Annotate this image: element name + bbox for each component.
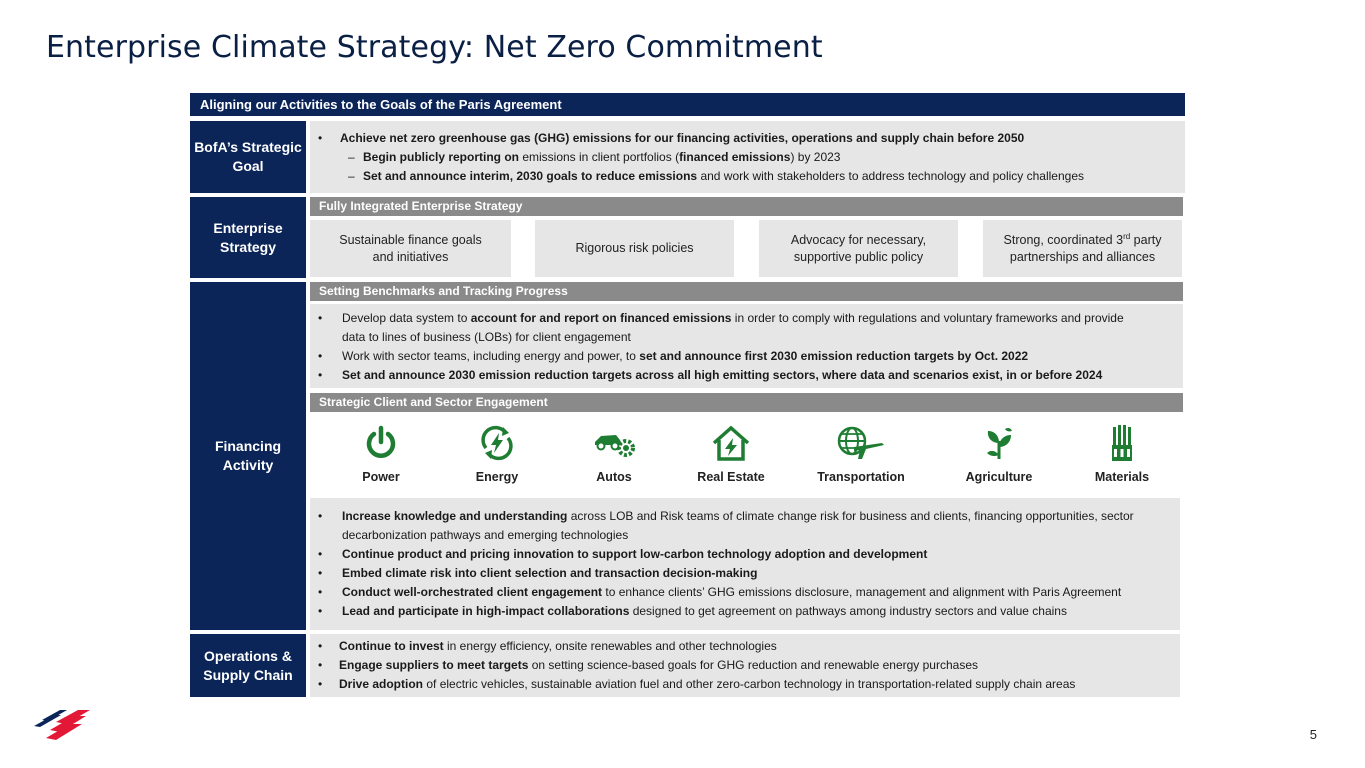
operations-panel: [310, 634, 1180, 697]
benchmarks-panel: [310, 304, 1183, 388]
ops-2-text: on setting science-based goals for GHG reduction and renewable energy purchases: [528, 658, 978, 672]
ops-bullet-2: [310, 656, 1180, 675]
financing-activity-label: Financing Activity: [190, 282, 306, 630]
engagement-2-bold: Continue product and pricing innovation to support low-carbon technology adoption and development: [342, 547, 928, 561]
engagement-bullet-1: [310, 507, 1180, 545]
strategy-box-3-text: Advocacy for necessary, supportive public policy: [790, 232, 927, 264]
goal-bullets: [310, 129, 1185, 186]
materials-icon: [1106, 423, 1138, 463]
goal-sub2-bold: Set and announce interim, 2030 goals to reduce emissions: [363, 169, 698, 183]
transportation-icon: [836, 423, 886, 463]
goal-sub1-bold2: financed emissions: [679, 150, 791, 164]
strategy-box-public-policy: [759, 220, 958, 277]
goal-sub-bullet-2: [340, 167, 1185, 186]
engagement-header: Strategic Client and Sector Engagement: [310, 393, 1183, 412]
paris-agreement-banner: Aligning our Activities to the Goals of the Paris Agreement: [190, 93, 1185, 116]
engagement-4-text: to enhance clients’ GHG emissions disclosure, management and alignment with Paris Agreement: [602, 585, 1122, 599]
operations-supply-chain-label: Operations & Supply Chain: [190, 634, 306, 697]
engagement-1-bold: Increase knowledge and understanding: [342, 509, 568, 523]
flag-logo-icon: [34, 704, 104, 744]
ops-1-bold: Continue to invest: [339, 639, 444, 653]
sector-label-autos: Autos: [596, 470, 632, 484]
benchmark-1-bold: account for and report on financed emissions: [470, 311, 732, 325]
goal-sub1-bold: Begin publicly reporting on: [363, 150, 519, 164]
engagement-bullet-2: [310, 545, 1180, 564]
ops-bullet-1: [310, 637, 1180, 656]
bank-logo: [34, 704, 104, 749]
ops-bullet-3: [310, 675, 1180, 694]
strategy-box-4-sup: rd: [1123, 231, 1131, 241]
power-icon: [363, 425, 399, 461]
integrated-strategy-header: Fully Integrated Enterprise Strategy: [310, 197, 1183, 216]
strategy-box-partnerships: [983, 220, 1182, 277]
sector-autos: [559, 424, 669, 484]
sector-agriculture: [944, 424, 1054, 484]
ops-3-bold: Drive adoption: [339, 677, 424, 691]
sector-label-transportation: Transportation: [817, 470, 905, 484]
engagement-3-bold: Embed climate risk into client selection and transaction decision-making: [342, 566, 758, 580]
benchmark-2-text: Work with sector teams, including energy and power, to: [342, 349, 640, 363]
goal-sub2-text: and work with stakeholders to address technology and policy challenges: [697, 169, 1085, 183]
engagement-4-bold: Conduct well-orchestrated client engagement: [342, 585, 603, 599]
sector-power: [326, 424, 436, 484]
engagement-panel: [310, 498, 1180, 630]
benchmark-1-text: Develop data system to: [342, 311, 471, 325]
ops-1-text: in energy efficiency, onsite renewables and other technologies: [443, 639, 777, 653]
sector-materials: [1067, 424, 1177, 484]
strategic-goal-panel: [310, 121, 1185, 193]
goal-main-text: Achieve net zero greenhouse gas (GHG) emissions for our financing activities, operations and supply chain before 2050: [340, 131, 1025, 145]
engagement-bullet-3: [310, 564, 1180, 583]
benchmark-3-bold: Set and announce 2030 emission reduction targets across all high emitting sectors, where data and scenarios exist, in or before 2024: [342, 368, 1103, 382]
goal-sub1-text: emissions in client portfolios (: [519, 150, 680, 164]
enterprise-strategy-label: Enterprise Strategy: [190, 197, 306, 278]
sector-label-real-estate: Real Estate: [697, 470, 765, 484]
strategy-box-2-text: Rigorous risk policies: [575, 241, 694, 255]
goal-sub-bullet-1: [340, 148, 1185, 167]
benchmark-bullet-2: [310, 347, 1143, 366]
engagement-bullet-5: [310, 602, 1180, 621]
strategy-box-4-pre: Strong, coordinated 3: [1003, 232, 1124, 247]
engagement-5-text: designed to get agreement on pathways among industry sectors and value chains: [629, 604, 1067, 618]
strategy-box-1-text: Sustainable finance goals and initiatives: [339, 232, 482, 264]
sector-label-materials: Materials: [1094, 470, 1150, 484]
ops-2-bold: Engage suppliers to meet targets: [339, 658, 529, 672]
ops-3-text: of electric vehicles, sustainable aviation fuel and other zero-carbon technology in transportation-related supply chain areas: [423, 677, 1076, 691]
sector-real-estate: [676, 424, 786, 484]
strategy-box-sustainable-finance: [310, 220, 511, 277]
strategic-goal-label: BofA’s Strategic Goal: [190, 121, 306, 193]
page-title: Enterprise Climate Strategy: Net Zero Commitment: [46, 30, 823, 65]
strategy-box-4-post: party partnerships and alliances: [1009, 232, 1162, 264]
strategy-box-4-text: [993, 232, 1173, 266]
benchmarks-header: Setting Benchmarks and Tracking Progress: [310, 282, 1183, 301]
strategy-box-risk-policies: [535, 220, 734, 277]
benchmark-bullet-1: [310, 309, 1143, 347]
engagement-5-bold: Lead and participate in high-impact collaborations: [342, 604, 630, 618]
benchmark-bullet-3: [310, 366, 1143, 385]
autos-icon: [592, 426, 636, 460]
goal-main-bullet: [310, 129, 1185, 148]
benchmark-2-bold: set and announce first 2030 emission reduction targets by Oct. 2022: [639, 349, 1029, 363]
sector-label-energy: Energy: [475, 470, 519, 484]
sector-energy: [442, 424, 552, 484]
sector-label-power: Power: [362, 470, 400, 484]
engagement-bullet-4: [310, 583, 1180, 602]
engagement-1-text: across LOB and Risk teams of climate change risk for business and clients, financing opportunities, sector decarbonization pathways and emerging technologies: [342, 509, 1134, 542]
energy-icon: [478, 424, 516, 462]
goal-sub1-text2: ) by 2023: [790, 150, 841, 164]
page-number: 5: [1309, 727, 1317, 742]
sector-label-agriculture: Agriculture: [965, 470, 1033, 484]
agriculture-icon: [979, 425, 1019, 461]
sector-transportation: [806, 424, 916, 484]
real-estate-icon: [711, 424, 751, 462]
benchmark-1-text2: in order to comply with regulations and voluntary frameworks and provide data to lines of business (LOBs) for client engagement: [342, 311, 1124, 344]
